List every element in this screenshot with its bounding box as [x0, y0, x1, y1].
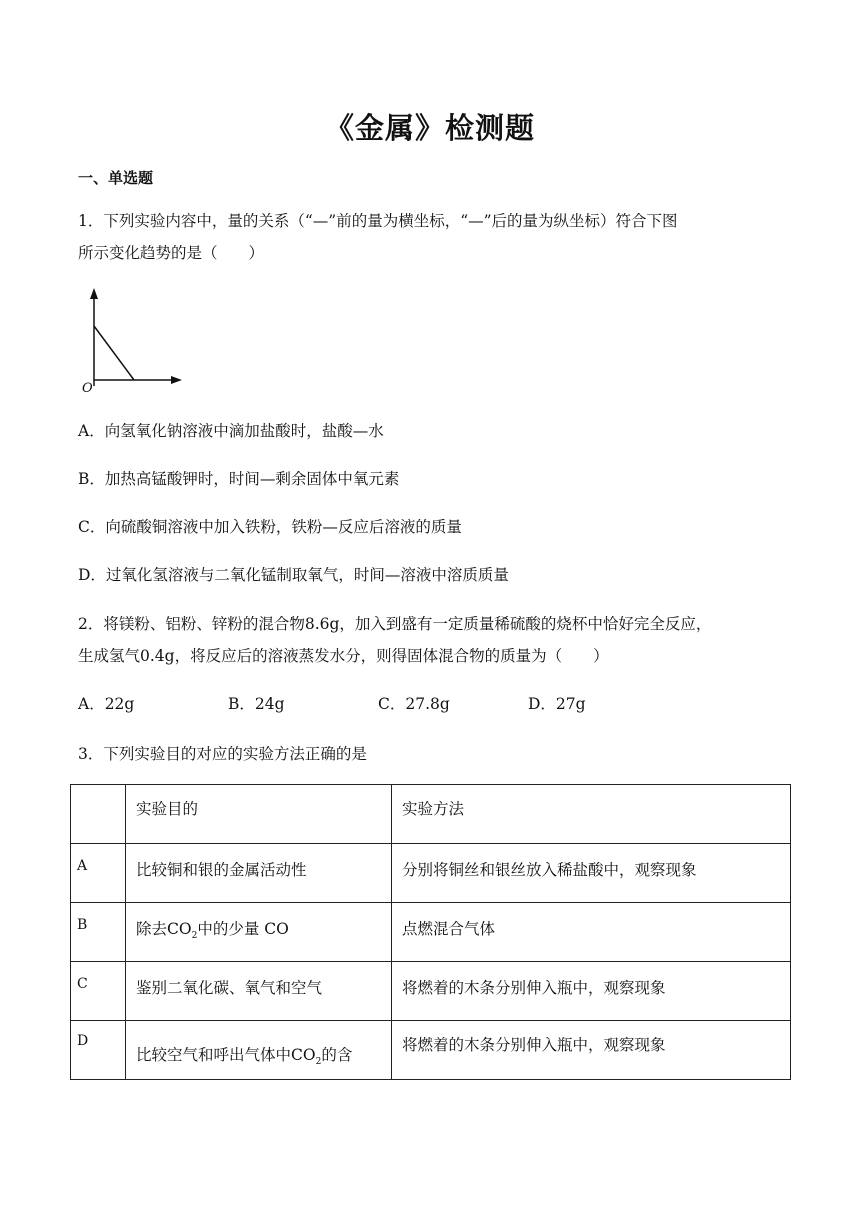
row-purpose: 比较铜和银的金属活动性	[126, 844, 392, 903]
question-1-option-d: D．过氧化氢溶液与二氧化锰制取氧气，时间—溶液中溶质质量	[78, 566, 509, 584]
row-method: 将燃着的木条分别伸入瓶中，观察现象	[392, 1021, 791, 1080]
row-letter: A	[71, 844, 126, 903]
question-1-option-a: A．向氢氧化钠溶液中滴加盐酸时，盐酸—水	[78, 422, 384, 440]
formula-subscript: 2	[191, 931, 198, 942]
row-letter: B	[71, 903, 126, 962]
trend-line	[94, 326, 134, 380]
row-letter: D	[71, 1021, 126, 1080]
question-2-option-b: B．24g	[228, 695, 285, 713]
table-header-method: 实验方法	[392, 785, 791, 844]
question-1-line-1: 1．下列实验内容中，量的关系（“—”前的量为横坐标，“—”后的量为纵坐标）符合下图	[78, 212, 678, 230]
row-method: 将燃着的木条分别伸入瓶中，观察现象	[392, 962, 791, 1021]
purpose-prefix: 比较空气和呼出气体中	[136, 1046, 292, 1064]
row-purpose	[126, 903, 392, 962]
formula-subscript: 2	[315, 1057, 322, 1068]
formula: CO	[167, 920, 192, 938]
table-row	[71, 903, 791, 962]
question-2-option-a: A．22g	[78, 695, 135, 713]
question-3-stem: 3．下列实验目的对应的实验方法正确的是	[78, 745, 367, 763]
page-title: 《金属》检测题	[324, 111, 535, 145]
row-method: 分别将铜丝和银丝放入稀盐酸中，观察现象	[392, 844, 791, 903]
table-header-purpose: 实验目的	[126, 785, 392, 844]
table-row	[71, 844, 791, 903]
row-letter: C	[71, 962, 126, 1021]
row-method: 点燃混合气体	[392, 903, 791, 962]
purpose-suffix: 的含	[321, 1046, 353, 1064]
purpose-suffix: 中的少量 CO	[197, 920, 289, 938]
formula: CO	[291, 1046, 316, 1064]
question-2-option-d: D．27g	[528, 695, 586, 713]
row-purpose	[126, 1021, 392, 1080]
x-axis-arrow	[171, 376, 182, 384]
question-2-line-2: 生成氢气0.4g，将反应后的溶液蒸发水分，则得固体混合物的质量为（ ）	[78, 647, 609, 665]
question-2-line-1: 2．将镁粉、铝粉、锌粉的混合物8.6g，加入到盛有一定质量稀硫酸的烧杯中恰好完全反应，	[78, 615, 712, 633]
experiment-table	[70, 784, 791, 1080]
section-heading: 一、单选题	[78, 169, 154, 187]
table-row	[71, 1021, 791, 1080]
y-axis-arrow	[90, 288, 98, 299]
question-1-line-2: 所示变化趋势的是（ ）	[78, 244, 265, 262]
trend-graph	[80, 286, 190, 396]
table-header-cell	[71, 785, 126, 844]
question-1-stem	[78, 205, 788, 269]
table-header-row	[71, 785, 791, 844]
question-1-option-b: B．加热高锰酸钾时，时间—剩余固体中氧元素	[78, 470, 400, 488]
origin-label: O	[82, 381, 93, 396]
question-1-option-c: C．向硫酸铜溶液中加入铁粉，铁粉—反应后溶液的质量	[78, 518, 462, 536]
table-row	[71, 962, 791, 1021]
question-2-option-c: C．27.8g	[378, 695, 450, 713]
purpose-prefix: 除去	[136, 920, 168, 938]
row-purpose: 鉴别二氧化碳、氧气和空气	[126, 962, 392, 1021]
question-2-stem	[78, 608, 788, 672]
